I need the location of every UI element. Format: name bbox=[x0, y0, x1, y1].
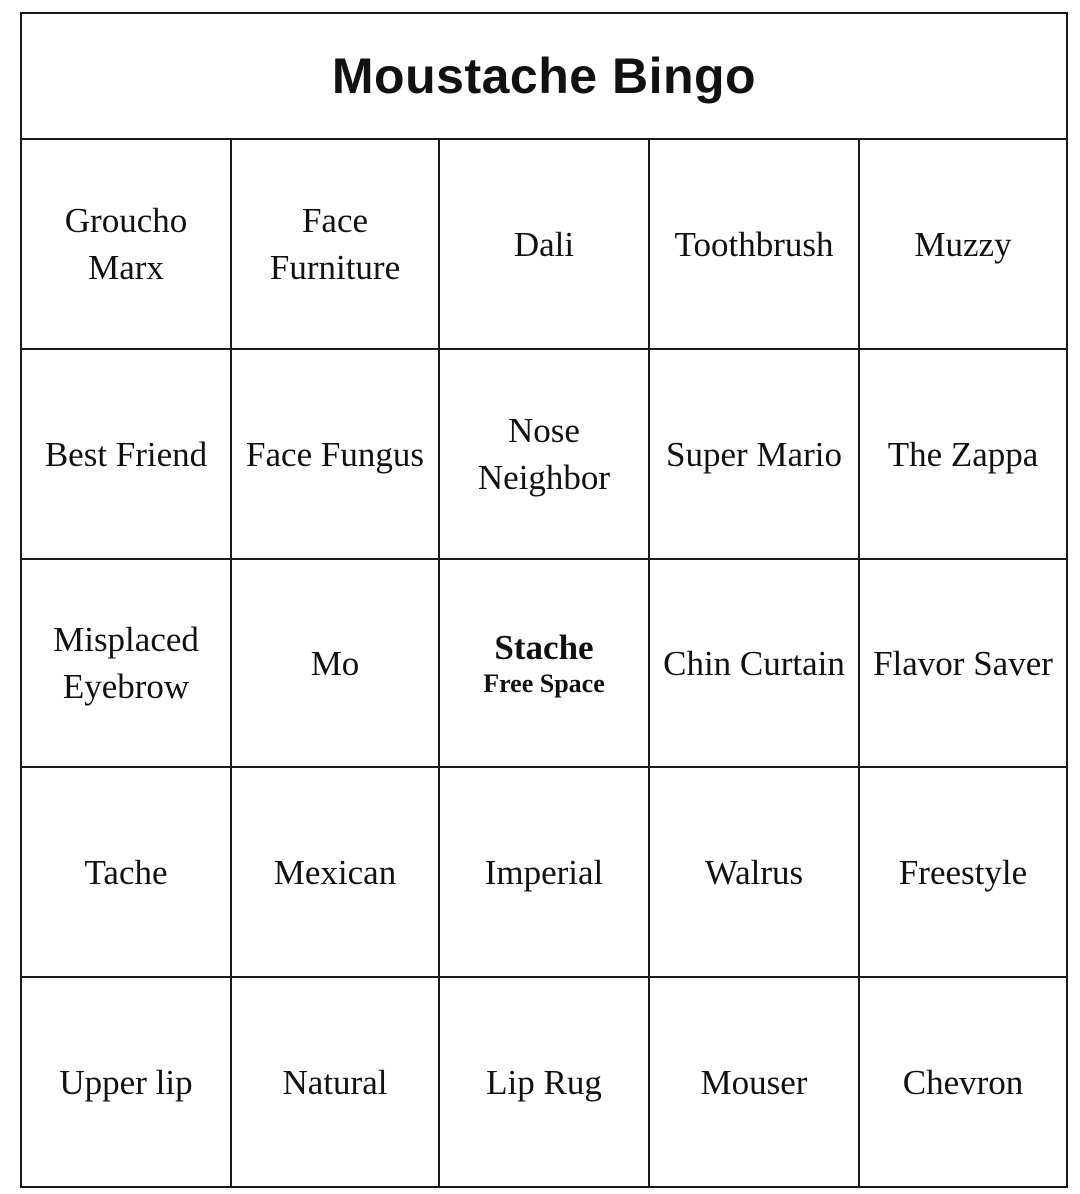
bingo-cell bbox=[232, 140, 440, 350]
cell-text: Tache bbox=[84, 852, 168, 892]
bingo-cell bbox=[860, 140, 1066, 350]
cell-text: Imperial bbox=[484, 852, 604, 892]
cell-text: Walrus bbox=[704, 852, 804, 892]
bingo-cell bbox=[860, 560, 1066, 768]
bingo-cell bbox=[650, 768, 860, 978]
bingo-cell bbox=[22, 560, 232, 768]
cell-text: Muzzy bbox=[914, 224, 1012, 264]
bingo-cell bbox=[22, 350, 232, 560]
bingo-cell bbox=[22, 978, 232, 1186]
cell-text: Upper lip bbox=[59, 1062, 193, 1102]
cell-text: Nose bbox=[508, 411, 580, 450]
page-title: Moustache Bingo bbox=[331, 48, 757, 104]
bingo-cell bbox=[650, 978, 860, 1186]
cell-text: Face Fungus bbox=[246, 434, 424, 474]
bingo-cell-free-space bbox=[440, 560, 650, 768]
bingo-cell bbox=[650, 350, 860, 560]
cell-text: Lip Rug bbox=[486, 1062, 602, 1102]
cell-text: Mouser bbox=[700, 1062, 808, 1102]
bingo-cell bbox=[440, 350, 650, 560]
bingo-cell bbox=[22, 768, 232, 978]
bingo-cell bbox=[440, 978, 650, 1186]
cell-text: Marx bbox=[88, 248, 164, 287]
cell-text: Toothbrush bbox=[674, 224, 834, 264]
cell-text: The Zappa bbox=[887, 434, 1039, 474]
bingo-cell bbox=[232, 768, 440, 978]
bingo-cell bbox=[860, 350, 1066, 560]
bingo-cell bbox=[860, 768, 1066, 978]
cell-text: Chevron bbox=[902, 1062, 1024, 1102]
bingo-cell bbox=[440, 768, 650, 978]
bingo-cell bbox=[22, 140, 232, 350]
title-row bbox=[22, 14, 1066, 140]
bingo-cell bbox=[860, 978, 1066, 1186]
bingo-cell bbox=[232, 978, 440, 1186]
bingo-cell bbox=[232, 560, 440, 768]
bingo-grid bbox=[22, 140, 1066, 1186]
cell-text: Face bbox=[301, 201, 369, 240]
cell-text: Misplaced bbox=[53, 620, 199, 659]
cell-text: Furniture bbox=[269, 248, 401, 287]
cell-text: Natural bbox=[282, 1062, 388, 1102]
cell-text: Eyebrow bbox=[62, 667, 190, 706]
bingo-cell bbox=[650, 140, 860, 350]
cell-text: Super Mario bbox=[666, 434, 842, 474]
cell-text: Groucho bbox=[64, 201, 188, 240]
bingo-card bbox=[20, 12, 1068, 1188]
free-space-caption: Free Space bbox=[483, 669, 605, 698]
cell-text: Dali bbox=[513, 224, 575, 264]
cell-text: Mo bbox=[310, 643, 360, 683]
cell-text: Freestyle bbox=[898, 852, 1028, 892]
cell-text: Neighbor bbox=[477, 458, 611, 497]
cell-text: Mexican bbox=[273, 852, 397, 892]
bingo-cell bbox=[232, 350, 440, 560]
cell-text: Best Friend bbox=[44, 434, 208, 474]
bingo-cell bbox=[650, 560, 860, 768]
cell-text: Chin Curtain bbox=[663, 643, 845, 683]
bingo-cell bbox=[440, 140, 650, 350]
cell-text: Flavor Saver bbox=[873, 643, 1053, 683]
free-space-label: Stache bbox=[494, 628, 594, 667]
